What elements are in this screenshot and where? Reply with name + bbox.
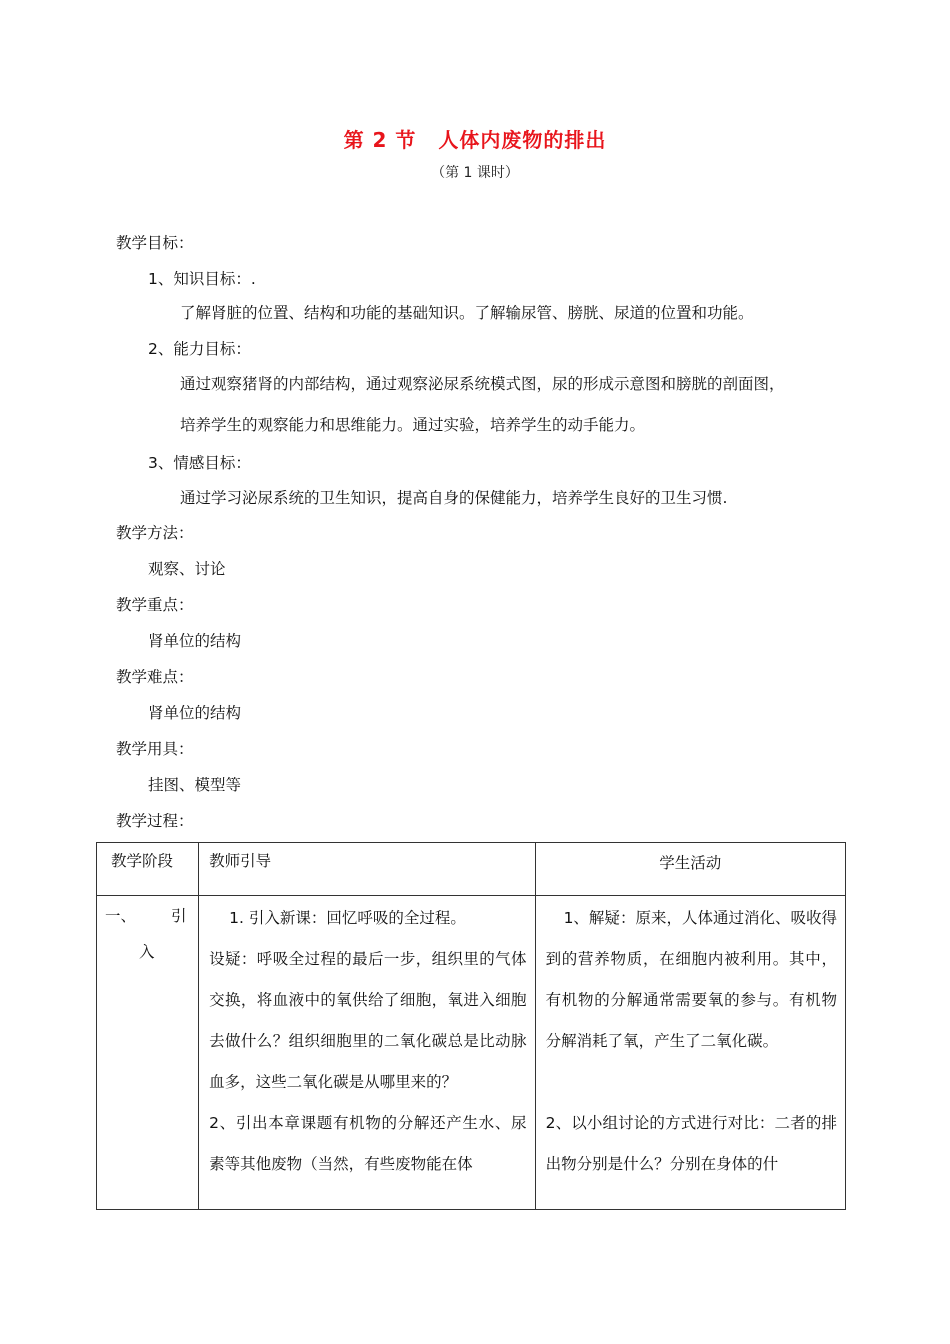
table-header-row: [97, 843, 846, 896]
process-label: 教学过程：: [116, 812, 194, 830]
stage-label-part2: 引: [171, 907, 187, 925]
page-title: [0, 124, 950, 153]
section-title: 人体内废物的排出: [438, 128, 607, 152]
emotion-goal-text: 通过学习泌尿系统的卫生知识，提高自身的保健能力，培养学生良好的卫生习惯.: [180, 489, 728, 507]
lesson-subtitle: （第 1 课时）: [431, 165, 519, 181]
student-paragraph-2: 2、以小组讨论的方式进行对比：二者的排出物分别是什么？分别在身体的什: [545, 1114, 837, 1173]
method-label: 教学方法：: [116, 524, 194, 542]
section-number: 第 2 节: [343, 128, 417, 152]
teaching-process-table: [96, 842, 846, 1210]
tools-label: 教学用具：: [116, 740, 194, 758]
header-student: 学生活动: [535, 843, 845, 896]
tools-text: 挂图、模型等: [148, 776, 242, 794]
difficulty-text: 肾单位的结构: [148, 704, 242, 722]
stage-label-part3: 入: [139, 943, 155, 961]
goals-label: 教学目标：: [116, 234, 194, 252]
header-teacher: 教师引导: [199, 843, 535, 896]
key-point-text: 肾单位的结构: [148, 632, 242, 650]
method-text: 观察、讨论: [148, 560, 226, 578]
emotion-goal-label: 3、情感目标：: [148, 454, 251, 472]
ability-goal-text-1: 通过观察猪肾的内部结构，通过观察泌尿系统模式图，尿的形成示意图和膀胱的剖面图，: [180, 375, 785, 393]
teacher-paragraph-1: 1. 引入新课：回忆呼吸的全过程。: [229, 909, 466, 927]
knowledge-goal-label: 1、知识目标：.: [148, 270, 256, 288]
teacher-paragraph-2: 设疑：呼吸全过程的最后一步，组织里的气体交换，将血液中的氧供给了细胞，氧进入细胞去做什么？组织细胞里的二氧化碳总是比动脉血多，这些二氧化碳是从哪里来的？: [209, 950, 527, 1091]
teacher-guide-cell: [199, 896, 535, 1210]
stage-cell: [97, 896, 199, 1210]
student-paragraph-1: 1、解疑：原来，人体通过消化、吸收得到的营养物质，在细胞内被利用。其中，有机物的分解通常需要氧的参与。有机物分解消耗了氧，产生了二氧化碳。: [545, 909, 837, 1050]
stage-label-part1: 一、: [105, 907, 137, 925]
table-row: [97, 896, 846, 1210]
difficulty-label: 教学难点：: [116, 668, 194, 686]
ability-goal-label: 2、能力目标：: [148, 340, 251, 358]
teacher-paragraph-3: 2、引出本章课题有机物的分解还产生水、尿素等其他废物（当然，有些废物能在体: [209, 1114, 527, 1173]
student-activity-cell: [535, 896, 845, 1210]
key-point-label: 教学重点：: [116, 596, 194, 614]
header-stage: 教学阶段: [97, 843, 199, 896]
ability-goal-text-2: 培养学生的观察能力和思维能力。通过实验，培养学生的动手能力。: [180, 416, 646, 434]
knowledge-goal-text: 了解肾脏的位置、结构和功能的基础知识。了解输尿管、膀胱、尿道的位置和功能。: [180, 304, 754, 322]
